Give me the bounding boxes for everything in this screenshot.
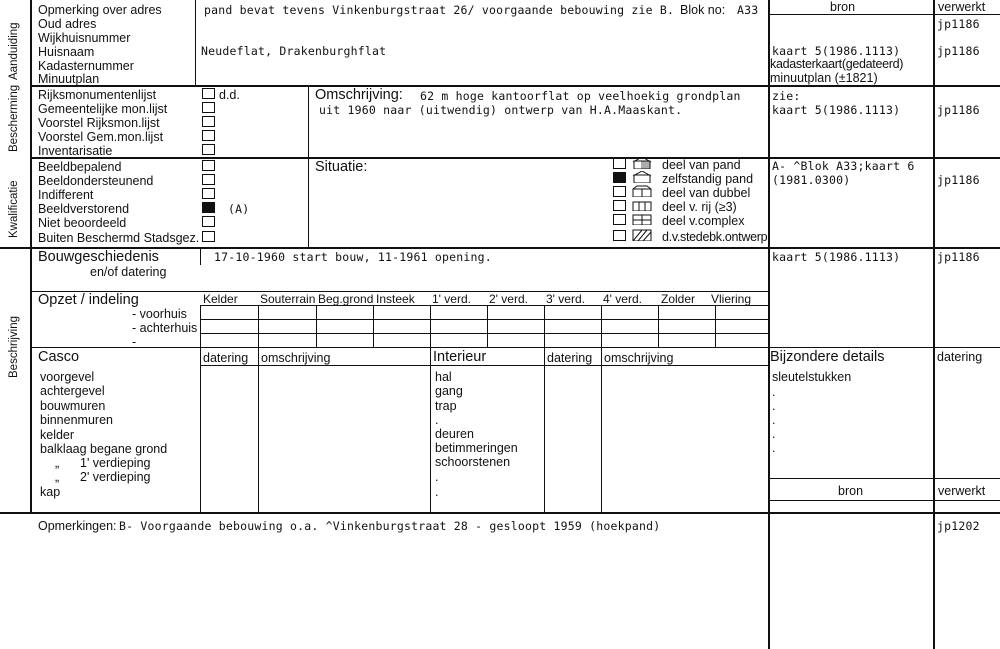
divider — [258, 305, 259, 347]
omschrijving-line-2: uit 1960 naar (uitwendig) ontwerp van H.A.Maaskant. — [319, 103, 683, 117]
kwalificatie-verwerkt: jp1186 — [937, 173, 980, 187]
field-beeldverstorend: Beeldverstorend — [38, 202, 130, 216]
opzet-col-beg-grond: Beg.grond — [318, 292, 374, 306]
checkbox-rijksmonumentenlijst[interactable] — [202, 88, 215, 99]
divider — [195, 0, 196, 85]
lower-verwerkt-header: verwerkt — [938, 484, 986, 498]
bijzondere-col-datering: datering — [937, 350, 983, 364]
aanduiding-bron-2: kadasterkaart(gedateerd) — [770, 57, 904, 71]
checkbox-beeldondersteunend[interactable] — [202, 174, 215, 185]
field-buiten-beschermd: Buiten Beschermd Stadsgez. — [38, 231, 200, 245]
casco-item-achtergevel: achtergevel — [40, 384, 105, 398]
interieur-col-datering: datering — [547, 351, 593, 365]
bijzondere-item-dot-3: . — [772, 413, 776, 427]
checkbox-gemeentelijke-mon-lijst[interactable] — [202, 102, 215, 113]
casco-item-balklaag: balklaag begane grond — [40, 442, 168, 456]
kwalificatie-bron-1: A- ^Blok A33;kaart 6 — [772, 159, 915, 173]
interieur-item-schoorstenen: schoorstenen — [435, 455, 511, 469]
kwalificatie-bron-2: (1981.0300) — [772, 173, 851, 187]
casco-col-omschrijving: omschrijving — [261, 351, 331, 365]
divider — [430, 305, 431, 347]
bouw-verwerkt: jp1186 — [937, 250, 980, 264]
opmerkingen-verwerkt: jp1202 — [937, 519, 980, 533]
interieur-item-deuren: deuren — [435, 427, 474, 441]
situatie-zelfstandig-pand: zelfstandig pand — [662, 172, 754, 186]
divider — [768, 500, 1000, 501]
checkbox-indifferent[interactable] — [202, 188, 215, 199]
divider — [544, 347, 545, 512]
divider — [768, 14, 1000, 15]
casco-item-voorgevel: voorgevel — [40, 370, 95, 384]
opmerkingen-value: B- Voorgaande bebouwing o.a. ^Vinkenburgstraat 28 - gesloopt 1959 (hoekpand) — [119, 519, 661, 533]
checked-note: (A) — [228, 202, 250, 216]
situatie-deel-v-rij: deel v. rij (≥3) — [662, 200, 737, 214]
interieur-item-dot-3: . — [435, 485, 439, 499]
checkbox-inventarisatie[interactable] — [202, 144, 215, 155]
divider — [430, 347, 431, 512]
opzet-row-achterhuis: - achterhuis — [132, 321, 198, 335]
checkbox-buiten-beschermd[interactable] — [202, 231, 215, 242]
divider — [373, 305, 374, 347]
field-wijkhuisnummer: Wijkhuisnummer — [38, 31, 131, 45]
divider — [768, 478, 1000, 479]
huisnaam-value: Neudeflat, Drakenburghflat — [201, 44, 387, 58]
divider — [601, 305, 602, 347]
bijzondere-item-dot-2: . — [772, 399, 776, 413]
checkbox-deel-van-pand[interactable] — [613, 158, 626, 169]
field-gemeentelijke-mon-lijst: Gemeentelijke mon.lijst — [38, 102, 168, 116]
situatie-label: Situatie: — [315, 159, 368, 175]
field-beeldondersteunend: Beeldondersteunend — [38, 174, 154, 188]
opzet-row-voorhuis: - voorhuis — [132, 307, 187, 321]
opzet-col-verd-3: 3' verd. — [546, 292, 585, 306]
row-houses-icon — [632, 199, 652, 211]
field-inventarisatie: Inventarisatie — [38, 144, 113, 158]
bescherming-bron-2: kaart 5(1986.1113) — [772, 103, 901, 117]
blok-label: Blok no: — [680, 3, 726, 17]
omschrijving-line-1: 62 m hoge kantoorflat op veelhoekig grondplan — [420, 89, 741, 103]
divider — [200, 319, 768, 320]
field-minuutplan: Minuutplan — [38, 72, 100, 86]
opmerkingen-label: Opmerkingen: — [38, 519, 117, 533]
opzet-col-souterrain: Souterrain — [260, 292, 316, 306]
bijzondere-item-dot-1: . — [772, 385, 776, 399]
house-part-icon — [632, 157, 652, 169]
section-label-kwalificatie: Kwalificatie — [8, 180, 20, 238]
bijzondere-details-label: Bijzondere details — [770, 349, 885, 365]
divider — [0, 512, 1000, 514]
bescherming-verwerkt: jp1186 — [937, 103, 980, 117]
field-opmerking-adres: Opmerking over adres — [38, 3, 162, 17]
interieur-item-gang: gang — [435, 384, 463, 398]
situatie-deel-v-complex: deel v.complex — [662, 214, 745, 228]
dd-label: d.d. — [219, 88, 240, 102]
casco-label: Casco — [38, 349, 80, 365]
checkbox-stedebk-ontwerp[interactable] — [613, 230, 626, 241]
divider — [200, 333, 768, 334]
checkbox-beeldbepalend[interactable] — [202, 160, 215, 171]
situatie-deel-van-pand: deel van pand — [662, 158, 741, 172]
interieur-item-hal: hal — [435, 370, 452, 384]
divider — [933, 0, 935, 649]
checkbox-zelfstandig-pand[interactable] — [613, 172, 626, 183]
divider — [30, 85, 1000, 87]
section-label-aanduiding: Aanduiding — [8, 22, 20, 80]
casco-col-datering: datering — [203, 351, 249, 365]
aanduiding-bron-3: minuutplan (±1821) — [770, 71, 878, 85]
verwerkt-header: verwerkt — [938, 0, 986, 14]
lower-bron-header: bron — [838, 484, 864, 498]
divider — [258, 347, 259, 512]
bouwgeschiedenis-label: Bouwgeschiedenis — [38, 249, 159, 265]
checkbox-deel-v-rij[interactable] — [613, 200, 626, 211]
situatie-deel-van-dubbel: deel van dubbel — [662, 186, 751, 200]
double-house-icon — [632, 185, 652, 197]
divider — [715, 305, 716, 347]
divider — [200, 305, 201, 347]
field-oud-adres: Oud adres — [38, 17, 97, 31]
divider — [487, 305, 488, 347]
field-beeldbepalend: Beeldbepalend — [38, 160, 122, 174]
interieur-item-betimmeringen: betimmeringen — [435, 441, 518, 455]
interieur-item-dot-1: . — [435, 413, 439, 427]
divider — [200, 347, 201, 512]
checkbox-beeldverstorend[interactable] — [202, 202, 215, 213]
bron-header: bron — [830, 0, 856, 14]
checkbox-deel-v-complex[interactable] — [613, 214, 626, 225]
checkbox-voorstel-gem-mon-lijst[interactable] — [202, 130, 215, 141]
divider — [316, 305, 317, 347]
interieur-label: Interieur — [433, 349, 487, 365]
checkbox-voorstel-rijksmon-lijst[interactable] — [202, 116, 215, 127]
datering-label: en/of datering — [90, 265, 167, 279]
field-indifferent: Indifferent — [38, 188, 94, 202]
opzet-col-vliering: Vliering — [711, 292, 752, 306]
section-label-bescherming: Bescherming — [8, 84, 20, 152]
casco-item-kap: kap — [40, 485, 61, 499]
bescherming-bron-1: zie: — [772, 89, 801, 103]
divider — [768, 0, 770, 649]
divider — [200, 247, 201, 265]
situatie-stedebk-ontwerp: d.v.stedebk.ontwerp — [662, 230, 768, 244]
aanduiding-verwerkt-1: jp1186 — [937, 17, 980, 31]
opzet-col-verd-4: 4' verd. — [603, 292, 642, 306]
casco-item-binnenmuren: binnenmuren — [40, 413, 113, 427]
blok-value: A33 — [737, 3, 759, 17]
section-label-beschrijving: Beschrijving — [8, 316, 20, 378]
field-voorstel-gem-mon-lijst: Voorstel Gem.mon.lijst — [38, 130, 164, 144]
checkbox-niet-beoordeeld[interactable] — [202, 216, 215, 227]
checkbox-deel-van-dubbel[interactable] — [613, 186, 626, 197]
opzet-col-insteek: Insteek — [376, 292, 415, 306]
divider — [658, 305, 659, 347]
field-voorstel-rijksmon-lijst: Voorstel Rijksmon.lijst — [38, 116, 160, 130]
divider — [308, 85, 309, 247]
opzet-label: Opzet / indeling — [38, 292, 139, 308]
bijzondere-item-sleutelstukken: sleutelstukken — [772, 370, 852, 384]
aanduiding-bron-1: kaart 5(1986.1113) — [772, 44, 901, 58]
divider — [30, 347, 1000, 348]
interieur-item-trap: trap — [435, 399, 457, 413]
casco-item-bouwmuren: bouwmuren — [40, 399, 106, 413]
interieur-col-omschrijving: omschrijving — [604, 351, 674, 365]
aanduiding-verwerkt-2: jp1186 — [937, 44, 980, 58]
divider — [601, 347, 602, 512]
opmerking-adres-value: pand bevat tevens Vinkenburgstraat 26/ voorgaande bebouwing zie B. — [204, 3, 675, 17]
casco-item-verdieping-1: „ 1' verdieping — [55, 456, 151, 470]
opzet-col-verd-1: 1' verd. — [432, 292, 471, 306]
divider — [544, 305, 545, 347]
opzet-row-other: - — [132, 335, 137, 349]
divider — [30, 0, 32, 512]
bouw-bron: kaart 5(1986.1113) — [772, 250, 901, 264]
opzet-col-verd-2: 2' verd. — [489, 292, 528, 306]
field-rijksmonumentenlijst: Rijksmonumentenlijst — [38, 88, 157, 102]
casco-item-kelder: kelder — [40, 428, 75, 442]
field-huisnaam: Huisnaam — [38, 45, 95, 59]
interieur-item-dot-2: . — [435, 470, 439, 484]
field-niet-beoordeeld: Niet beoordeeld — [38, 216, 127, 230]
opzet-col-zolder: Zolder — [661, 292, 696, 306]
bijzondere-item-dot-4: . — [772, 427, 776, 441]
omschrijving-label: Omschrijving: — [315, 87, 403, 103]
urban-plan-icon — [632, 229, 652, 241]
casco-item-verdieping-2: „ 2' verdieping — [55, 470, 151, 484]
complex-icon — [632, 213, 652, 225]
field-kadasternummer: Kadasternummer — [38, 59, 134, 73]
opzet-col-kelder: Kelder — [203, 292, 238, 306]
divider — [200, 365, 768, 366]
bijzondere-item-dot-5: . — [772, 441, 776, 455]
house-icon — [632, 171, 652, 183]
bouwgeschiedenis-value: 17-10-1960 start bouw, 11-1961 opening. — [214, 250, 492, 264]
